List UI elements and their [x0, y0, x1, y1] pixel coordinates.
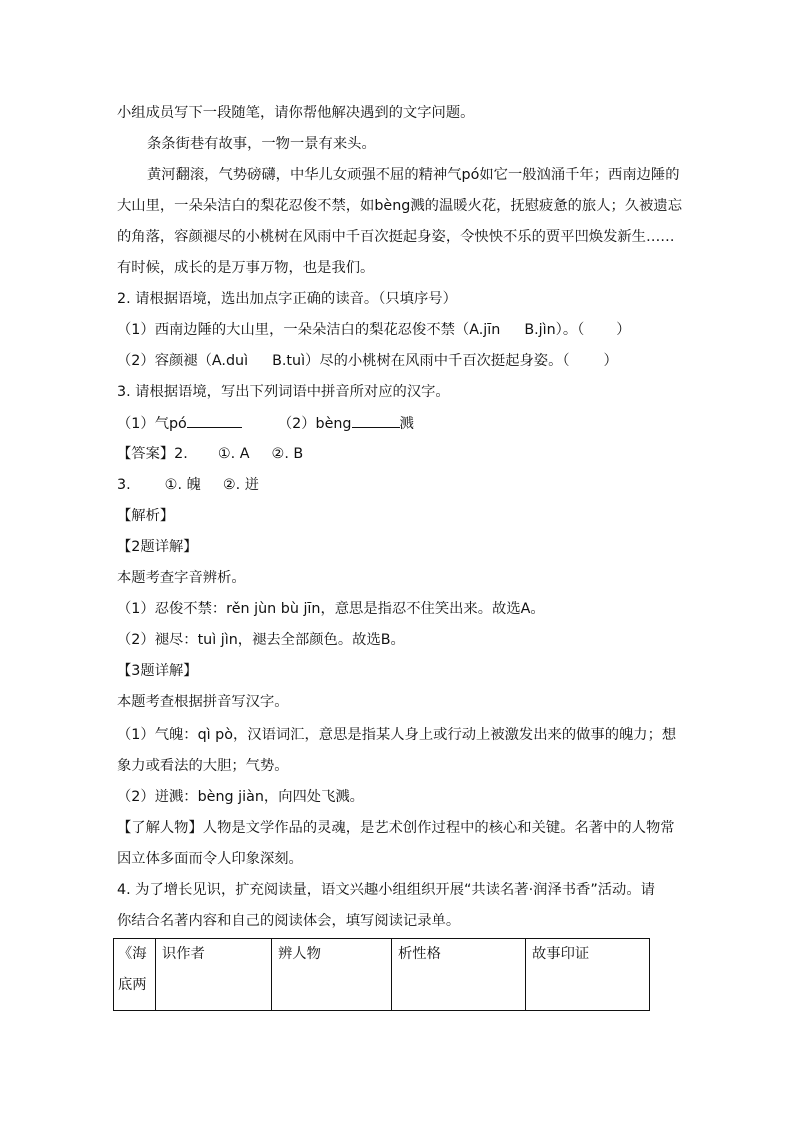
q3-items	[117, 413, 414, 434]
analysis-q3-intro: 本题考查根据拼音写汉字。	[117, 694, 289, 710]
q3-item1-blank[interactable]	[187, 413, 242, 428]
q2-item2-close: ）	[603, 353, 618, 369]
analysis-label: 【解析】	[117, 508, 175, 524]
q3-item2-suffix: 溅	[399, 416, 414, 432]
analysis-q3-line2: （2）迸溅：bèng jiàn，向四处飞溅。	[117, 789, 364, 805]
q2-item2-option-b: B.tuì）尽的小桃树在风雨中千百次挺起身姿。（	[272, 353, 570, 369]
q2-item1-option-b: B.jìn）。（	[524, 322, 585, 338]
q2-item1-text: （1）西南边陲的大山里，一朵朵洁白的梨花忍俊不禁（A.jīn	[117, 322, 501, 338]
q2-stem: 2. 请根据语境，选出加点字正确的读音。（只填序号）	[117, 291, 457, 307]
answer-q3-a2: ②. 迸	[222, 477, 260, 493]
reading-record-table	[113, 938, 650, 1011]
analysis-q2-title: 【2题详解】	[117, 539, 198, 555]
q4-stem-line1: 4. 为了增长见识，扩充阅读量，语文兴趣小组组织开展“共读名著·润泽书香”活动。请	[117, 882, 655, 898]
q4-stem-line2: 你结合名著内容和自己的阅读体会，填写阅读记录单。	[117, 913, 461, 929]
answer-q2-a1: ①. A	[217, 446, 250, 462]
table-cell-personality[interactable]: 析性格	[392, 939, 526, 1011]
answer-q3-num: 3.	[117, 477, 131, 493]
q2-item1	[117, 320, 631, 340]
table-row	[114, 939, 650, 1011]
table-cell-book-title: 《海底两	[114, 939, 156, 1011]
analysis-q2-intro: 本题考查字音辨析。	[117, 570, 246, 586]
answer-q3-a1: ①. 魄	[164, 477, 201, 493]
analysis-q2-line1: （1）忍俊不禁：rěn jùn bù jīn，意思是指忍不住笑出来。故选A。	[117, 601, 545, 617]
passage-p2-line1: 黄河翻滚，气势磅礴，中华儿女顽强不屈的精神气pó如它一般汹涌千年；西南边陲的	[147, 167, 680, 183]
q3-stem: 3. 请根据语境，写出下列词语中拼音所对应的汉字。	[117, 384, 450, 400]
q2-item2	[117, 351, 618, 371]
analysis-q3-title: 【3题详解】	[117, 663, 198, 679]
passage-p2-line3: 的角落，容颜褪尽的小桃树在风雨中千百次挺起身姿，令怏怏不乐的贾平凹焕发新生……	[117, 229, 675, 245]
q2-item1-close: ）	[616, 322, 631, 338]
analysis-q3-line1b: 象力或看法的大胆；气势。	[117, 758, 289, 774]
knowledge-note-line2: 因立体多面而令人印象深刻。	[117, 851, 303, 867]
q3-item2: （2）bèng	[277, 416, 352, 432]
passage-p2-line4: 有时候，成长的是万事万物，也是我们。	[117, 260, 375, 276]
answer-line2	[117, 475, 259, 495]
passage-p1: 条条街巷有故事，一物一景有来头。	[147, 136, 376, 152]
table-cell-story-evidence[interactable]: 故事印证	[526, 939, 650, 1011]
table-cell-author[interactable]: 识作者	[156, 939, 272, 1011]
table-cell-character[interactable]: 辨人物	[272, 939, 392, 1011]
passage-intro: 小组成员写下一段随笔，请你帮他解决遇到的文字问题。	[117, 105, 475, 121]
answer-label: 【答案】2.	[117, 446, 188, 462]
passage-p2-line2: 大山里，一朵朵洁白的梨花忍俊不禁，如bèng溅的温暖火花，抚慰疲惫的旅人；久被遗忘	[117, 198, 682, 214]
analysis-q2-line2: （2）褪尽：tuì jìn，褪去全部颜色。故选B。	[117, 632, 405, 648]
analysis-q3-line1a: （1）气魄：qì pò，汉语词汇，意思是指某人身上或行动上被激发出来的做事的魄力；想	[117, 727, 677, 743]
q3-item1: （1）气pó	[117, 416, 187, 432]
q3-item2-blank[interactable]	[352, 413, 400, 428]
answer-line1	[117, 444, 303, 464]
knowledge-note-line1: 【了解人物】人物是文学作品的灵魂，是艺术创作过程中的核心和关键。名著中的人物常	[117, 820, 675, 836]
q2-item2-text: （2）容颜褪（A.duì	[117, 353, 249, 369]
answer-q2-a2: ②. B	[271, 446, 304, 462]
